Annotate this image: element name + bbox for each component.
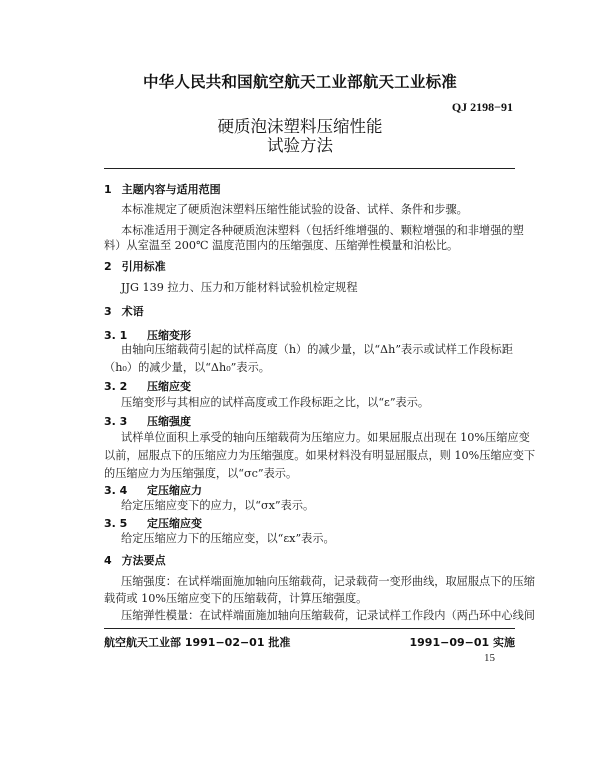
subsection-3-1-line-1: 由轴向压缩载荷引起的试样高度（h）的减少量，以“Δh”表示或试样工作段标距 [121,343,513,356]
subsection-number: 3. 4 [104,484,128,497]
subsection-3-3-line-2: 以前，屈服点下的压缩应力为压缩强度。如果材料没有明显屈服点，则 10%压缩应变下 [104,449,536,462]
section-2-heading [104,258,166,274]
section-title: 方法要点 [121,554,166,567]
subsection-number: 3. 3 [104,415,128,428]
subsection-3-3-heading [104,413,191,429]
section-title: 引用标准 [121,260,166,273]
section-1-heading [104,181,221,197]
section-title: 主题内容与适用范围 [121,183,221,196]
subsection-number: 3. 1 [104,329,128,342]
section-4-paragraph-1-line-1: 压缩强度：在试样端面施加轴向压缩载荷，记录载荷一变形曲线，取屈服点下的压缩 [121,575,535,588]
subsection-3-2-line-1: 压缩变形与其相应的试样高度或工作段标距之比，以“ε”表示。 [121,396,430,409]
section-number: 3 [104,305,112,318]
subsection-title: 定压缩应力 [147,484,202,497]
section-1-paragraph-2-line-2: 料）从室温至 200℃ 温度范围内的压缩强度、压缩弹性模量和泊松比。 [104,239,459,252]
section-title: 术语 [121,305,144,318]
subsection-3-3-line-3: 的压缩应力为压缩强度，以“σc”表示。 [104,467,298,480]
referenced-standard: JJG 139 拉力、压力和万能材料试验机检定规程 [121,281,358,294]
subsection-3-1-line-2: （h₀）的减少量，以“Δh₀”表示。 [104,361,270,374]
page-number: 15 [484,652,495,664]
subsection-number: 3. 5 [104,517,128,530]
subsection-3-1-heading [104,327,191,343]
header-divider [104,168,515,169]
section-number: 1 [104,183,112,196]
section-number: 4 [104,554,112,567]
subsection-title: 压缩强度 [147,415,191,428]
section-1-paragraph-1: 本标准规定了硬质泡沫塑料压缩性能试验的设备、试样、条件和步骤。 [121,203,468,216]
implementation-date: 1991−09−01 实施 [409,636,515,649]
standard-code: QJ 2198−91 [451,100,513,114]
subsection-3-5-line-1: 给定压缩应力下的压缩应变，以“εx”表示。 [121,532,335,545]
section-4-heading [104,552,166,568]
section-4-paragraph-1-line-2: 载荷或 10%压缩应变下的压缩载荷，计算压缩强度。 [104,592,368,605]
subsection-number: 3. 2 [104,380,128,393]
subsection-3-4-heading [104,482,202,498]
section-1-paragraph-2-line-1: 本标准适用于测定各种硬质泡沫塑料（包括纤维增强的、颗粒增强的和非增强的塑 [121,224,524,237]
footer-divider [104,628,515,629]
subsection-title: 压缩变形 [147,329,191,342]
document-title-line1: 硬质泡沫塑料压缩性能 [217,117,383,136]
section-3-heading [104,303,144,319]
subsection-3-4-line-1: 给定压缩应变下的应力，以“σx”表示。 [121,499,315,512]
subsection-title: 定压缩应变 [147,517,202,530]
subsection-3-5-heading [104,515,202,531]
section-number: 2 [104,260,112,273]
subsection-3-3-line-1: 试样单位面积上承受的轴向压缩载荷为压缩应力。如果屈服点出现在 10%压缩应变 [121,431,530,444]
section-4-paragraph-2-line-1: 压缩弹性模量：在试样端面施加轴向压缩载荷，记录试样工作段内（两凸环中心线间 [121,609,535,622]
subsection-title: 压缩应变 [147,380,191,393]
subsection-3-2-heading [104,378,191,394]
document-title-line2: 试验方法 [267,136,333,155]
issuing-organization: 中华人民共和国航空航天工业部航天工业标准 [142,73,457,91]
approval-date: 航空航天工业部 1991−02−01 批准 [104,636,291,649]
